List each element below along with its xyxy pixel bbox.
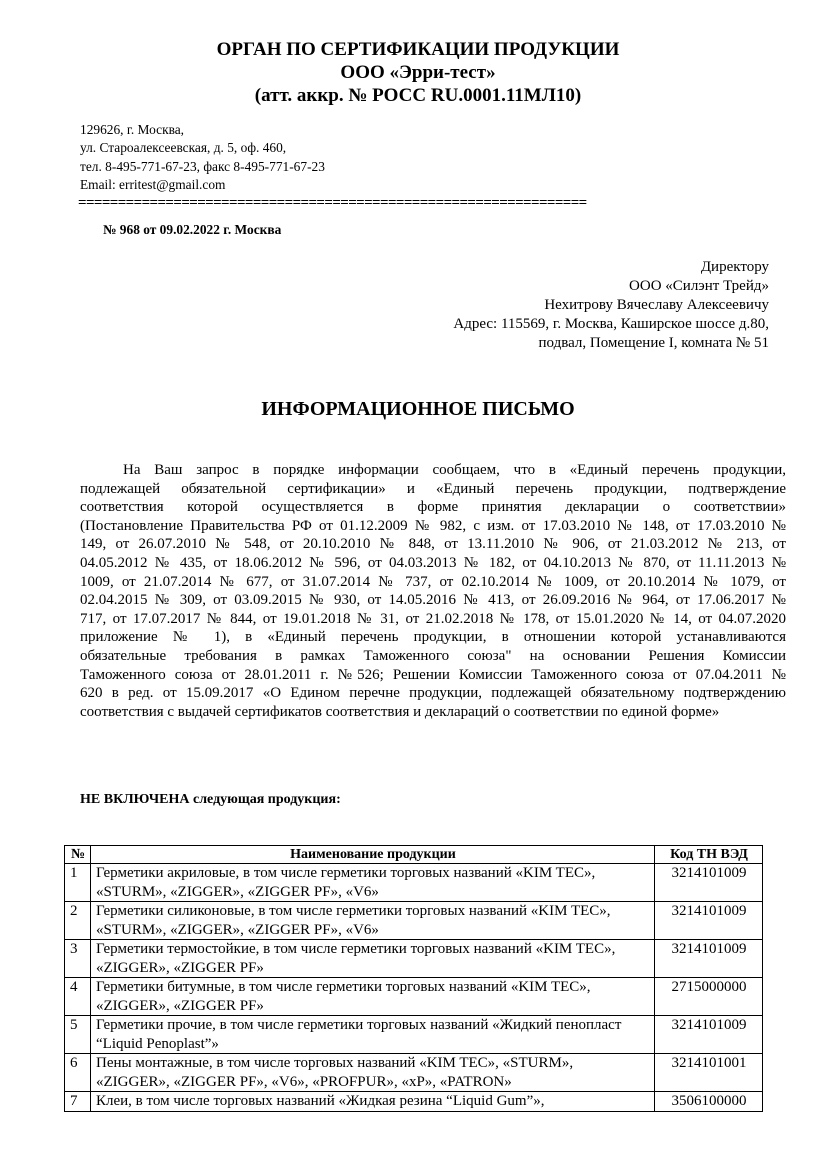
product-name: Герметики акриловые, в том числе герметики торговых названий «KIM TEC», «STURM», «ZIGGER», «ZIGGER PF», «V6» <box>91 864 655 902</box>
recipient-line: Директору <box>700 259 769 275</box>
tn-ved-code: 3214101009 <box>655 1016 763 1054</box>
email-line: Email: erritest@gmail.com <box>80 176 226 192</box>
letter-body <box>80 461 786 721</box>
product-name: Пены монтажные, в том числе торговых названий «KIM TEC», «STURM», «ZIGGER», «ZIGGER PF», «V6», «PROFPUR», «xP», «PATRON» <box>91 1054 655 1092</box>
body-line: соответствия которой осуществляется в форме принятия декларации о соответствии» <box>80 499 786 516</box>
recipient-block <box>453 258 769 353</box>
product-name: Клеи, в том числе торговых названий «Жидкая резина “Liquid Gum”», <box>91 1092 655 1112</box>
separator-line: ================================================================ <box>78 196 587 210</box>
row-number: 3 <box>65 940 91 978</box>
body-line: приложение № 1), в «Единый перечень продукции, в отношении которой устанавливаются <box>80 629 786 646</box>
recipient-line: ООО «Силэнт Трейд» <box>629 278 769 294</box>
product-name: Герметики прочие, в том числе герметики торговых названий «Жидкий пенопласт “Liquid Penoplast”» <box>91 1016 655 1054</box>
row-number: 5 <box>65 1016 91 1054</box>
body-line: Таможенного союза от 28.01.2011 г. №526; Решении Комиссии Таможенного союза от 07.04.2011 № <box>80 666 786 683</box>
table-row <box>65 940 763 978</box>
recipient-line: Адрес: 115569, г. Москва, Каширское шоссе д.80, <box>453 316 769 332</box>
table-row <box>65 1016 763 1054</box>
recipient-line: подвал, Помещение I, комната № 51 <box>538 335 769 351</box>
org-name: ООО «Эрри-тест» <box>340 62 496 83</box>
body-line: подлежащей обязательной сертификации» и «Единый перечень продукции, подтверждение <box>80 480 786 497</box>
body-line: На Ваш запрос в порядке информации сообщаем, что в «Единый перечень продукции, <box>123 462 786 478</box>
product-name: Герметики битумные, в том числе герметики торговых названий «KIM TEC», «ZIGGER», «ZIGGER PF» <box>91 978 655 1016</box>
row-number: 2 <box>65 902 91 940</box>
table-row <box>65 978 763 1016</box>
body-line: обязательные требования в рамках Таможенного союза" на основании Решения Комиссии <box>80 647 786 664</box>
org-title: ОРГАН ПО СЕРТИФИКАЦИИ ПРОДУКЦИИ <box>216 39 620 60</box>
letter-title: ИНФОРМАЦИОННОЕ ПИСЬМО <box>261 398 575 420</box>
document-number: № 968 от 09.02.2022 г. Москва <box>103 222 282 237</box>
row-number: 7 <box>65 1092 91 1112</box>
row-number: 1 <box>65 864 91 902</box>
product-name: Герметики силиконовые, в том числе герметики торговых названий «KIM TEC», «STURM», «ZIGGER», «ZIGGER PF», «V6» <box>91 902 655 940</box>
address-line: 129626, г. Москва, <box>80 122 185 137</box>
org-address <box>80 121 325 194</box>
table-row <box>65 864 763 902</box>
tn-ved-code: 3214101001 <box>655 1054 763 1092</box>
column-header-name: Наименование продукции <box>91 846 655 864</box>
tn-ved-code: 2715000000 <box>655 978 763 1016</box>
address-line: ул. Староалексеевская, д. 5, оф. 460, <box>80 140 287 156</box>
body-line: соответствия с выдачей сертификатов соответствия и деклараций о соответствии по единой форме» <box>80 703 720 720</box>
tn-ved-code: 3506100000 <box>655 1092 763 1112</box>
body-line: 620 в ред. от 15.09.2017 «О Едином перечне продукции, подлежащей обязательному подтверждению <box>80 685 786 702</box>
excluded-heading: НЕ ВКЛЮЧЕНА следующая продукция: <box>80 792 341 807</box>
column-header-code: Код ТН ВЭД <box>655 846 763 864</box>
table-header-row <box>65 846 763 864</box>
tn-ved-code: 3214101009 <box>655 864 763 902</box>
table-row <box>65 1054 763 1092</box>
row-number: 6 <box>65 1054 91 1092</box>
body-line: 02.04.2015 № 309, от 03.09.2015 № 930, от 14.05.2016 № 413, от 26.09.2016 № 964, от 17.06.2017 № <box>80 592 786 609</box>
column-header-number: № <box>65 846 91 864</box>
body-line: 149, от 26.07.2010 № 548, от 20.10.2010 № 848, от 13.11.2010 № 906, от 21.03.2012 № 213, от <box>80 536 786 553</box>
table-row <box>65 902 763 940</box>
products-table <box>64 845 763 1112</box>
tn-ved-code: 3214101009 <box>655 902 763 940</box>
tn-ved-code: 3214101009 <box>655 940 763 978</box>
body-line: 1009, от 21.07.2014 № 677, от 31.07.2014 № 737, от 02.10.2014 № 1009, от 20.10.2014 № 1079, от <box>80 573 786 590</box>
body-line: 04.05.2012 № 435, от 18.06.2012 № 596, от 04.03.2013 № 182, от 04.10.2013 № 870, от 11.11.2013 № <box>80 554 786 571</box>
body-line: 717, от 17.07.2017 № 844, от 19.01.2018 № 31, от 21.02.2018 № 178, от 15.01.2020 № 14, от 04.07.2020 <box>80 610 786 627</box>
recipient-line: Нехитрову Вячеславу Алексеевичу <box>544 297 769 313</box>
accreditation: (атт. аккр. № РОСС RU.0001.11МЛ10) <box>254 85 582 106</box>
phone-line: тел. 8-495-771-67-23, факс 8-495-771-67-23 <box>80 158 325 174</box>
body-line: (Постановление Правительства РФ от 01.12.2009 № 982, с изм. от 17.03.2010 № 148, от 17.03.2010 № <box>80 517 786 534</box>
row-number: 4 <box>65 978 91 1016</box>
table-row <box>65 1092 763 1112</box>
product-name: Герметики термостойкие, в том числе герметики торговых названий «KIM TEC», «ZIGGER», «ZIGGER PF» <box>91 940 655 978</box>
